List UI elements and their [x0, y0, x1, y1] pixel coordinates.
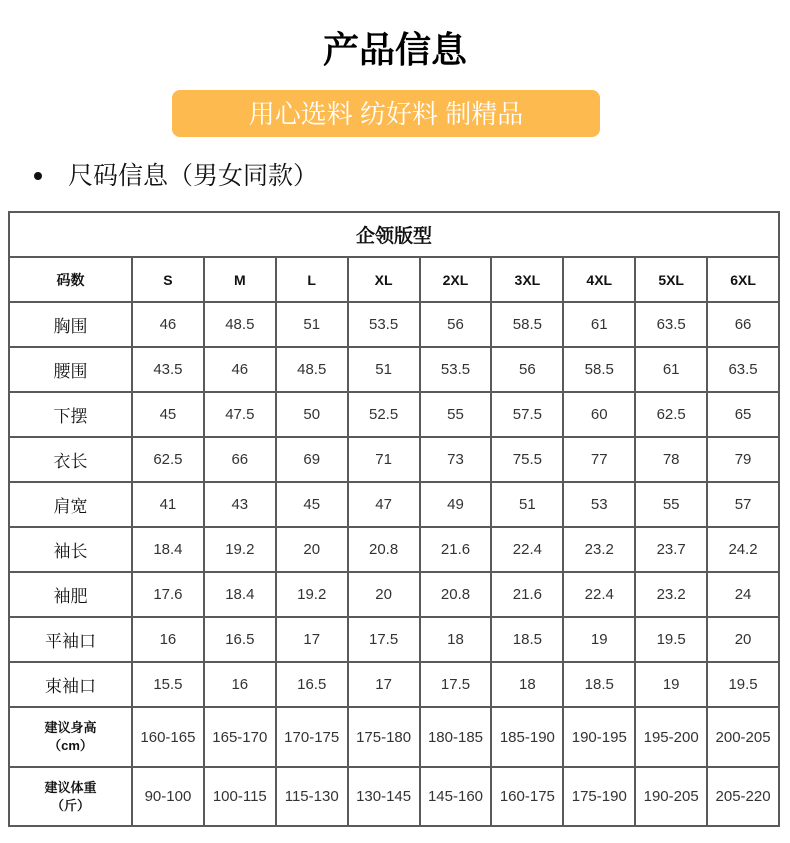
size-header-cell: L	[277, 258, 347, 301]
size-header-cell: M	[205, 258, 275, 301]
page-title: 产品信息	[322, 29, 467, 70]
table-cell: 20	[277, 528, 347, 571]
table-cell: 185-190	[492, 708, 562, 766]
row-label: 肩宽	[10, 483, 131, 526]
table-cell: 20	[708, 618, 778, 661]
table-cell: 18.5	[564, 663, 634, 706]
size-header-cell: 2XL	[421, 258, 491, 301]
table-cell: 62.5	[636, 393, 706, 436]
table-cell: 160-175	[492, 768, 562, 825]
row-label: 衣长	[10, 438, 131, 481]
table-cell: 16	[205, 663, 275, 706]
table-cell: 22.4	[564, 573, 634, 616]
table-cell: 20.8	[421, 573, 491, 616]
table-cell: 175-190	[564, 768, 634, 825]
slogan-banner	[172, 90, 600, 137]
section-heading	[30, 158, 318, 194]
table-cell: 51	[349, 348, 419, 391]
table-cell: 15.5	[133, 663, 203, 706]
table-cell: 43.5	[133, 348, 203, 391]
table-cell: 100-115	[205, 768, 275, 825]
size-header-cell: S	[133, 258, 203, 301]
table-cell: 24	[708, 573, 778, 616]
table-cell: 115-130	[277, 768, 347, 825]
size-table	[8, 211, 780, 827]
recommend-label-text: 建议身高	[44, 720, 97, 735]
table-cell: 17	[349, 663, 419, 706]
table-cell: 45	[133, 393, 203, 436]
table-caption: 企领版型	[10, 213, 778, 256]
size-header-cell: 5XL	[636, 258, 706, 301]
table-cell: 18.4	[205, 573, 275, 616]
table-cell: 53	[564, 483, 634, 526]
size-header-cell: 4XL	[564, 258, 634, 301]
table-cell: 65	[708, 393, 778, 436]
table-cell: 18	[421, 618, 491, 661]
size-header-cell: 6XL	[708, 258, 778, 301]
table-cell: 145-160	[421, 768, 491, 825]
table-cell: 57	[708, 483, 778, 526]
table-cell: 46	[133, 303, 203, 346]
table-cell: 19.2	[277, 573, 347, 616]
row-label: 束袖口	[10, 663, 131, 706]
table-cell: 52.5	[349, 393, 419, 436]
row-label: 平袖口	[10, 618, 131, 661]
size-header-cell: XL	[349, 258, 419, 301]
row-label: 胸围	[10, 303, 131, 346]
table-cell: 16	[133, 618, 203, 661]
table-cell: 19.5	[636, 618, 706, 661]
table-cell: 16.5	[205, 618, 275, 661]
row-label: 腰围	[10, 348, 131, 391]
table-cell: 17.6	[133, 573, 203, 616]
table-cell: 55	[421, 393, 491, 436]
table-cell: 170-175	[277, 708, 347, 766]
table-cell: 56	[421, 303, 491, 346]
table-cell: 19.2	[205, 528, 275, 571]
table-cell: 78	[636, 438, 706, 481]
table-cell: 18	[492, 663, 562, 706]
table-cell: 16.5	[277, 663, 347, 706]
table-cell: 58.5	[564, 348, 634, 391]
table-cell: 20	[349, 573, 419, 616]
table-cell: 69	[277, 438, 347, 481]
table-cell: 165-170	[205, 708, 275, 766]
table-cell: 66	[205, 438, 275, 481]
table-cell: 49	[421, 483, 491, 526]
table-cell: 175-180	[349, 708, 419, 766]
table-cell: 160-165	[133, 708, 203, 766]
table-cell: 63.5	[708, 348, 778, 391]
table-cell: 77	[564, 438, 634, 481]
table-cell: 17.5	[421, 663, 491, 706]
table-cell: 53.5	[349, 303, 419, 346]
table-cell: 51	[277, 303, 347, 346]
table-cell: 180-185	[421, 708, 491, 766]
recommend-label	[10, 708, 131, 766]
table-cell: 17	[277, 618, 347, 661]
table-cell: 63.5	[636, 303, 706, 346]
table-cell: 90-100	[133, 768, 203, 825]
table-cell: 130-145	[349, 768, 419, 825]
table-cell: 58.5	[492, 303, 562, 346]
table-cell: 66	[708, 303, 778, 346]
table-cell: 41	[133, 483, 203, 526]
table-cell: 23.2	[636, 573, 706, 616]
table-cell: 19.5	[708, 663, 778, 706]
table-cell: 45	[277, 483, 347, 526]
table-cell: 71	[349, 438, 419, 481]
table-cell: 56	[492, 348, 562, 391]
table-cell: 53.5	[421, 348, 491, 391]
table-cell: 23.7	[636, 528, 706, 571]
table-cell: 18.5	[492, 618, 562, 661]
table-cell: 205-220	[708, 768, 778, 825]
table-cell: 57.5	[492, 393, 562, 436]
recommend-unit: （cm）	[48, 738, 93, 753]
size-header-label: 码数	[10, 258, 131, 301]
table-cell: 50	[277, 393, 347, 436]
table-cell: 19	[636, 663, 706, 706]
table-cell: 51	[492, 483, 562, 526]
bullet-icon	[34, 172, 42, 180]
table-cell: 75.5	[492, 438, 562, 481]
table-cell: 47	[349, 483, 419, 526]
row-label: 袖肥	[10, 573, 131, 616]
recommend-unit: （斤）	[50, 797, 90, 813]
table-cell: 20.8	[349, 528, 419, 571]
table-cell: 21.6	[492, 573, 562, 616]
table-cell: 62.5	[133, 438, 203, 481]
table-cell: 195-200	[636, 708, 706, 766]
slogan-text: 用心选料 纺好料 制精品	[248, 98, 524, 129]
table-cell: 24.2	[708, 528, 778, 571]
table-cell: 73	[421, 438, 491, 481]
table-cell: 48.5	[205, 303, 275, 346]
table-cell: 23.2	[564, 528, 634, 571]
row-label: 袖长	[10, 528, 131, 571]
table-cell: 200-205	[708, 708, 778, 766]
table-cell: 48.5	[277, 348, 347, 391]
table-cell: 190-195	[564, 708, 634, 766]
table-cell: 61	[636, 348, 706, 391]
table-cell: 21.6	[421, 528, 491, 571]
table-cell: 43	[205, 483, 275, 526]
row-label: 下摆	[10, 393, 131, 436]
table-cell: 18.4	[133, 528, 203, 571]
recommend-label	[10, 768, 131, 825]
table-cell: 190-205	[636, 768, 706, 825]
table-cell: 17.5	[349, 618, 419, 661]
table-cell: 19	[564, 618, 634, 661]
recommend-label-text: 建议体重	[44, 779, 97, 795]
table-cell: 22.4	[492, 528, 562, 571]
table-cell: 79	[708, 438, 778, 481]
table-cell: 60	[564, 393, 634, 436]
size-header-cell: 3XL	[492, 258, 562, 301]
section-heading-text: 尺码信息（男女同款）	[68, 162, 319, 190]
table-cell: 46	[205, 348, 275, 391]
table-cell: 55	[636, 483, 706, 526]
table-cell: 61	[564, 303, 634, 346]
table-cell: 47.5	[205, 393, 275, 436]
